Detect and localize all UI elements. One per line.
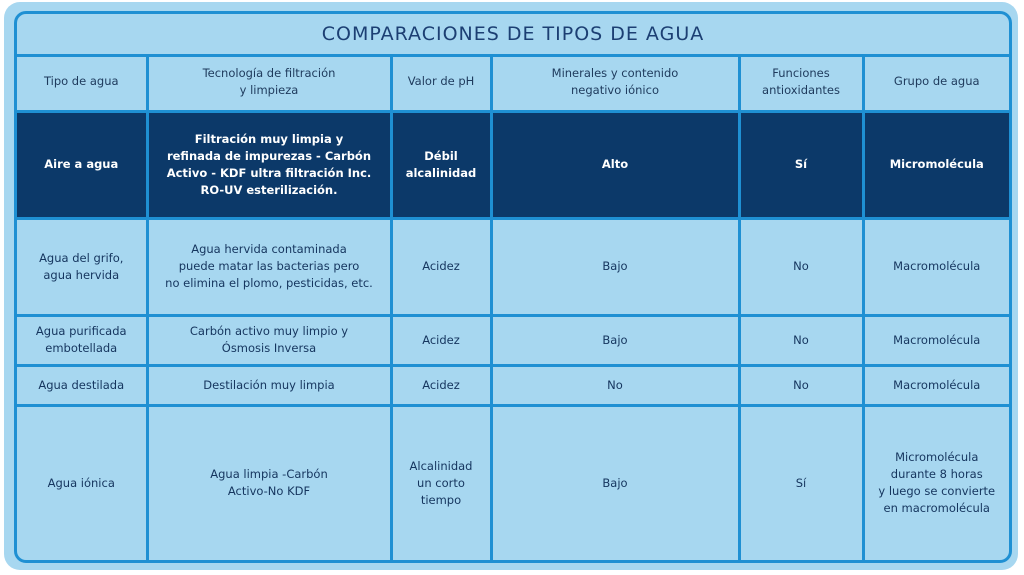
table-row-agua-purificada [17, 315, 1009, 365]
cell-tecnologia: Carbón activo muy limpio y Ósmosis Inversa [147, 315, 391, 365]
cell-minerales: Bajo [491, 315, 739, 365]
header-cell-antioxidantes: Funciones antioxidantes [739, 54, 863, 111]
cell-tipo: Agua iónica [17, 405, 147, 560]
header-cell-tipo: Tipo de agua [17, 54, 147, 111]
cell-tipo: Agua destilada [17, 365, 147, 405]
header-cell-minerales: Minerales y contenido negativo iónico [491, 54, 739, 111]
header-cell-ph: Valor de pH [391, 54, 491, 111]
header-cell-grupo: Grupo de agua [863, 54, 1009, 111]
cell-grupo: Micromolécula [863, 111, 1009, 218]
cell-antioxidantes: No [739, 315, 863, 365]
cell-antioxidantes: Sí [739, 405, 863, 560]
cell-tecnologia: Agua hervida contaminada puede matar las bacterias pero no elimina el plomo, pesticidas, etc. [147, 218, 391, 315]
table-row-aire-a-agua [17, 111, 1009, 218]
cell-ph: Débil alcalinidad [391, 111, 491, 218]
cell-ph: Alcalinidad un corto tiempo [391, 405, 491, 560]
cell-grupo: Macromolécula [863, 315, 1009, 365]
cell-tipo: Aire a agua [17, 111, 147, 218]
cell-antioxidantes: No [739, 218, 863, 315]
cell-tecnologia: Agua limpia -Carbón Activo-No KDF [147, 405, 391, 560]
comparison-grid [17, 54, 1009, 560]
comparison-table [14, 11, 1012, 563]
cell-minerales: Bajo [491, 405, 739, 560]
cell-ph: Acidez [391, 218, 491, 315]
cell-antioxidantes: Sí [739, 111, 863, 218]
cell-minerales: No [491, 365, 739, 405]
cell-grupo: Macromolécula [863, 365, 1009, 405]
cell-antioxidantes: No [739, 365, 863, 405]
cell-minerales: Alto [491, 111, 739, 218]
table-row-agua-del-grifo [17, 218, 1009, 315]
cell-tipo: Agua purificada embotellada [17, 315, 147, 365]
cell-ph: Acidez [391, 365, 491, 405]
cell-grupo: Macromolécula [863, 218, 1009, 315]
table-row-agua-destilada [17, 365, 1009, 405]
header-cell-tecnologia: Tecnología de filtración y limpieza [147, 54, 391, 111]
header-row [17, 54, 1009, 111]
cell-grupo: Micromolécula durante 8 horas y luego se convierte en macromolécula [863, 405, 1009, 560]
cell-tecnologia: Filtración muy limpia y refinada de impurezas - Carbón Activo - KDF ultra filtración Inc. RO-UV esterilización. [147, 111, 391, 218]
cell-minerales: Bajo [491, 218, 739, 315]
cell-ph: Acidez [391, 315, 491, 365]
table-row-agua-ionica [17, 405, 1009, 560]
table-title: COMPARACIONES DE TIPOS DE AGUA [17, 14, 1009, 57]
cell-tecnologia: Destilación muy limpia [147, 365, 391, 405]
cell-tipo: Agua del grifo, agua hervida [17, 218, 147, 315]
